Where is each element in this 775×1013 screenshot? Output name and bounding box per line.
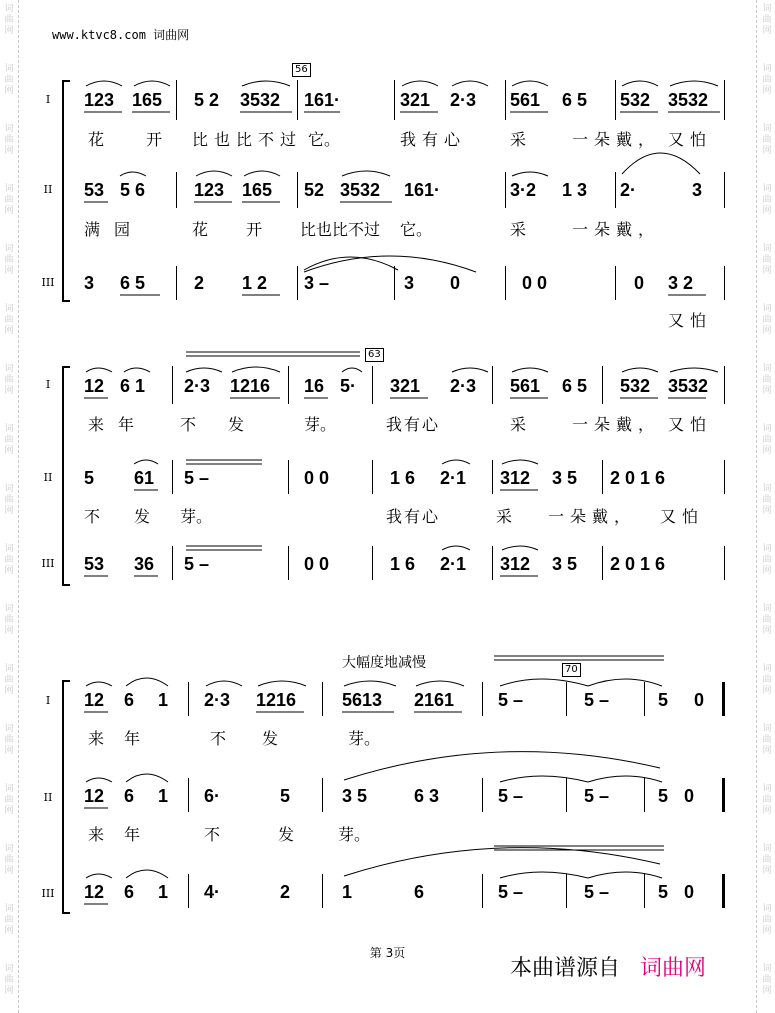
lyric: 花 [88,130,105,149]
lyric: 我有心 [400,130,467,149]
bar-line [288,366,289,404]
watermark-glyphs: 词 曲 网 [4,364,14,396]
bar-line [322,778,323,812]
bar-line [724,80,725,120]
note-group: 16 [304,376,325,396]
note-group: 6 5 [562,376,588,396]
final-bar-line [722,682,725,716]
note-group: 5 [658,690,669,710]
note-group: 5 [84,468,95,488]
lyric: 年 [124,729,141,748]
slur-arc [126,678,168,686]
bar-line [188,778,189,812]
bar-line [615,266,616,300]
slur-arc [206,681,242,686]
note-group: 2·3 [450,376,477,396]
lyric: 不 [210,729,227,748]
slur-arc [86,368,112,372]
bar-line [492,366,493,404]
watermark-glyphs: 词 曲 网 [4,904,14,936]
slur-arc [124,368,150,372]
bar-line [724,460,725,494]
note-group: 0 0 [304,468,330,488]
lyric: 发 [278,825,295,844]
bar-line [297,172,298,208]
slur-arc [186,368,222,372]
watermark-glyphs: 词 曲 网 [762,4,772,36]
slur-arc [342,171,390,176]
lyric: 一朵戴， [572,220,661,239]
watermark-glyphs: 词 曲 网 [4,604,14,636]
watermark-glyphs: 词 曲 网 [762,484,772,516]
lyric: 比也比不过 [300,220,381,239]
watermark-glyphs: 词 曲 网 [762,424,772,456]
note-group: 52 [304,180,325,200]
note-group: 312 [500,554,531,574]
note-group: 1 [158,882,169,902]
note-group: 12 [84,376,105,396]
note-group: 165 [242,180,273,200]
note-group: 2·3 [204,690,231,710]
note-group: 1 3 [562,180,588,200]
slur-arc [588,679,662,686]
lyric: 一朵戴， [572,130,661,149]
bar-line [602,460,603,494]
note-group: 36 [134,554,155,574]
note-group: 5 – [498,882,524,902]
measure-number-70: 70 [562,663,581,677]
lyric: 一朵戴， [572,415,661,434]
bar-line [602,366,603,404]
slur-arc [244,171,280,176]
bar-line [724,366,725,404]
lyric: 又怕 [668,130,713,149]
lyric: 来 [88,825,105,844]
note-group: 6 [124,882,135,902]
right-watermark-column [756,0,775,1013]
note-group: 0 [450,273,461,293]
note-group: 5 – [584,786,610,806]
note-group: 6 5 [120,273,146,293]
lyric: 采 [510,415,527,434]
lyric: 开 [146,130,163,149]
note-group: 5 [658,882,669,902]
slur-arc [344,848,660,876]
source-credit [510,951,706,982]
slur-arc [512,172,548,176]
bar-line [724,546,725,580]
lyric: 采 [510,220,527,239]
slur-arc [86,874,112,878]
bar-line [172,460,173,494]
lyric: 年 [124,825,141,844]
watermark-glyphs: 词 曲 网 [4,964,14,996]
note-group: 6 3 [414,786,440,806]
bar-line [172,366,173,404]
bar-line [602,546,603,580]
slur-arc [512,81,548,86]
bar-line [288,546,289,580]
watermark-glyphs: 词 曲 网 [4,4,14,36]
note-group: 1 6 [390,554,416,574]
lyric: 不 [84,507,101,526]
note-group: 6 [124,690,135,710]
bar-line [322,682,323,716]
note-group: 3 [404,273,415,293]
lyric: 不 [204,825,221,844]
lyric: 它。 [400,220,433,239]
lyric: 芽。 [180,507,213,526]
note-group: 1 [158,690,169,710]
bar-line [566,874,567,908]
slur-arc [232,367,280,372]
bar-line [297,266,298,300]
note-group: 1216 [230,376,271,396]
bar-line [505,80,506,120]
lyric: 满园 [84,220,145,239]
bar-line [644,874,645,908]
slur-arc [588,776,662,782]
slur-arc [442,546,470,550]
watermark-glyphs: 词 曲 网 [762,604,772,636]
bar-line [322,874,323,908]
slur-arc [500,872,588,878]
slur-arc [500,679,588,686]
note-group: 3532 [340,180,381,200]
lyric: 发 [228,415,245,434]
slur-arc [344,752,660,780]
lyric: 不 [180,415,197,434]
note-group: 6 [414,882,425,902]
bar-line [492,460,493,494]
note-group: 0 [684,786,695,806]
note-group: 1216 [256,690,297,710]
note-group: 1 2 [242,273,268,293]
slur-arc [86,81,122,86]
bar-line [615,80,616,120]
note-group: 3 5 [552,554,578,574]
lyric: 比也比不过 [192,130,303,149]
note-group: 3 – [304,273,330,293]
note-group: 0 0 [304,554,330,574]
note-group: 5 2 [194,90,220,110]
note-group: 0 [684,882,695,902]
slur-arc [134,81,170,86]
note-group: 1 6 [390,468,416,488]
note-group: 2 [280,882,291,902]
watermark-glyphs: 词 曲 网 [4,124,14,156]
lyric: 它。 [308,130,341,149]
note-group: 5613 [342,690,383,710]
lyric: 芽。 [338,825,371,844]
slur-arc [588,872,662,878]
note-group: 161· [304,90,341,110]
bar-line [176,80,177,120]
note-group: 5 – [498,786,524,806]
watermark-glyphs: 词 曲 网 [4,784,14,816]
lyric: 花 [192,220,209,239]
lyric: 芽。 [348,729,381,748]
tempo-marking: 大幅度地减慢 [342,655,426,671]
note-group: 6· [204,786,221,806]
bar-line [297,80,298,120]
note-group: 0 [634,273,645,293]
note-group: 2·3 [184,376,211,396]
bar-line [372,546,373,580]
system-2-bracket [62,366,70,586]
slur-arc [342,368,362,372]
part-label-2: II [43,183,53,196]
slur-arc [344,681,396,686]
bar-line [176,172,177,208]
note-group: 2· [620,180,637,200]
watermark-glyphs: 词 曲 网 [762,724,772,756]
slur-arc [442,460,470,464]
slur-arc [120,172,146,176]
bar-line [644,682,645,716]
note-group: 3·2 [510,180,537,200]
watermark-glyphs: 词 曲 网 [4,844,14,876]
part-label-1: I [45,378,51,391]
note-group: 2161 [414,690,455,710]
bar-line [176,266,177,300]
note-group: 161· [404,180,441,200]
watermark-glyphs: 词 曲 网 [762,844,772,876]
bar-line [644,778,645,812]
watermark-glyphs: 词 曲 网 [4,664,14,696]
note-group: 5 6 [120,180,146,200]
note-group: 61 [134,468,155,488]
note-group: 5 – [584,882,610,902]
bar-line [482,778,483,812]
lyric: 采 [496,507,513,526]
lyric: 开 [246,220,263,239]
note-group: 6 [124,786,135,806]
slur-arc [670,368,718,372]
lyric: 来年 [88,415,149,434]
note-group: 3532 [240,90,281,110]
note-group: 165 [132,90,163,110]
note-group: 312 [500,468,531,488]
slur-arc [304,257,398,270]
slur-arc [126,774,168,782]
slur-arc [416,681,464,686]
slur-arc [242,81,290,86]
lyric: 采 [510,130,527,149]
note-group: 2·1 [440,468,467,488]
slur-arc [258,681,306,686]
source-label: 本曲谱源自 [510,956,621,981]
watermark-glyphs: 词 曲 网 [4,304,14,336]
note-group: 53 [84,180,105,200]
watermark-glyphs: 词 曲 网 [762,364,772,396]
note-group: 123 [194,180,225,200]
watermark-glyphs: 词 曲 网 [4,424,14,456]
note-group: 3532 [668,90,709,110]
bar-line [505,172,506,208]
lyric: 芽。 [304,415,337,434]
watermark-glyphs: 词 曲 网 [762,64,772,96]
page-number: 第 3页 [369,946,406,960]
watermark-glyphs: 词 曲 网 [4,64,14,96]
note-group: 0 [694,690,705,710]
bar-line [188,682,189,716]
final-bar-line [722,874,725,908]
note-group: 123 [84,90,115,110]
note-group: 321 [400,90,431,110]
part-label-2: II [43,471,53,484]
final-bar-line [722,778,725,812]
part-label-1: I [45,694,51,707]
watermark-glyphs: 词 曲 网 [762,244,772,276]
note-group: 561 [510,90,541,110]
system-3-bracket [62,680,70,914]
bar-line [188,874,189,908]
bar-line [724,172,725,208]
note-group: 12 [84,690,105,710]
watermark-glyphs: 词 曲 网 [762,784,772,816]
watermark-glyphs: 词 曲 网 [762,904,772,936]
bar-line [724,266,725,300]
note-group: 5 – [498,690,524,710]
note-group: 532 [620,90,651,110]
lyric: 发 [134,507,151,526]
slur-arc [670,81,718,86]
watermark-glyphs: 词 曲 网 [4,184,14,216]
note-group: 2 [194,273,205,293]
note-group: 6 1 [120,376,146,396]
bar-line [615,172,616,208]
slur-arc [502,546,538,550]
watermark-glyphs: 词 曲 网 [4,544,14,576]
watermark-glyphs: 词 曲 网 [4,244,14,276]
note-group: 1 [342,882,353,902]
note-group: 2 0 1 6 [610,468,666,488]
watermark-glyphs: 词 曲 网 [762,964,772,996]
slur-arc [452,368,488,372]
bar-line [372,366,373,404]
slur-arc [126,870,168,878]
watermark-glyphs: 词 曲 网 [4,724,14,756]
slur-arc [86,682,112,686]
part-label-3: III [41,887,55,900]
left-watermark-column [0,0,19,1013]
note-group: 3 [84,273,95,293]
note-group: 3 2 [668,273,694,293]
note-group: 5 – [584,690,610,710]
note-group: 5 [280,786,291,806]
bar-line [288,460,289,494]
slur-arc [304,256,476,272]
slur-arc [134,460,158,464]
system-1-bracket [62,80,70,302]
part-label-3: III [41,276,55,289]
bar-line [372,460,373,494]
note-group: 5 – [184,554,210,574]
bar-line [505,266,506,300]
watermark-glyphs: 词 曲 网 [762,124,772,156]
slur-arc [402,81,438,86]
slur-arc [196,171,232,176]
slur-arc [512,368,548,372]
measure-number-63: 63 [365,348,384,362]
note-group: 2 0 1 6 [610,554,666,574]
part-label-1: I [45,93,51,106]
lyric: 我有心 [386,507,441,526]
bar-line [394,80,395,120]
bar-line [482,682,483,716]
site-url: www.ktvc8.com 词曲网 [52,28,190,42]
bar-line [566,778,567,812]
lyric: 发 [262,729,279,748]
bar-line [172,546,173,580]
watermark-glyphs: 词 曲 网 [762,304,772,336]
lyric: 又怕 [668,311,713,330]
note-group: 0 0 [522,273,548,293]
watermark-glyphs: 词 曲 网 [762,544,772,576]
note-group: 2·3 [450,90,477,110]
note-group: 3 5 [552,468,578,488]
lyric: 又怕 [660,507,705,526]
bar-line [482,874,483,908]
bar-line [566,682,567,716]
slur-arc [86,778,112,782]
watermark-glyphs: 词 曲 网 [4,484,14,516]
note-group: 1 [158,786,169,806]
note-group: 53 [84,554,105,574]
note-group: 12 [84,786,105,806]
note-group: 532 [620,376,651,396]
note-group: 5· [340,376,357,396]
measure-number-56: 56 [292,63,311,77]
part-label-3: III [41,557,55,570]
note-group: 6 5 [562,90,588,110]
note-group: 4· [204,882,221,902]
slur-arc [452,81,488,86]
note-group: 321 [390,376,421,396]
lyric: 来 [88,729,105,748]
watermark-glyphs: 词 曲 网 [762,184,772,216]
note-group: 5 – [184,468,210,488]
note-group: 3 [692,180,703,200]
note-group: 2·1 [440,554,467,574]
note-group: 561 [510,376,541,396]
slur-arc [622,153,700,174]
note-group: 3 5 [342,786,368,806]
part-label-2: II [43,791,53,804]
source-brand: 词曲网 [640,956,707,981]
slur-arc [622,81,658,86]
slur-arc [500,776,588,782]
bar-line [492,546,493,580]
note-group: 3532 [668,376,709,396]
watermark-glyphs: 词 曲 网 [762,664,772,696]
lyric: 我有心 [386,415,441,434]
lyric: 一朵戴， [548,507,637,526]
slur-arc [502,460,538,464]
slur-arc [622,368,658,372]
note-group: 5 [658,786,669,806]
lyric: 又怕 [668,415,713,434]
note-group: 12 [84,882,105,902]
bar-line [394,266,395,300]
